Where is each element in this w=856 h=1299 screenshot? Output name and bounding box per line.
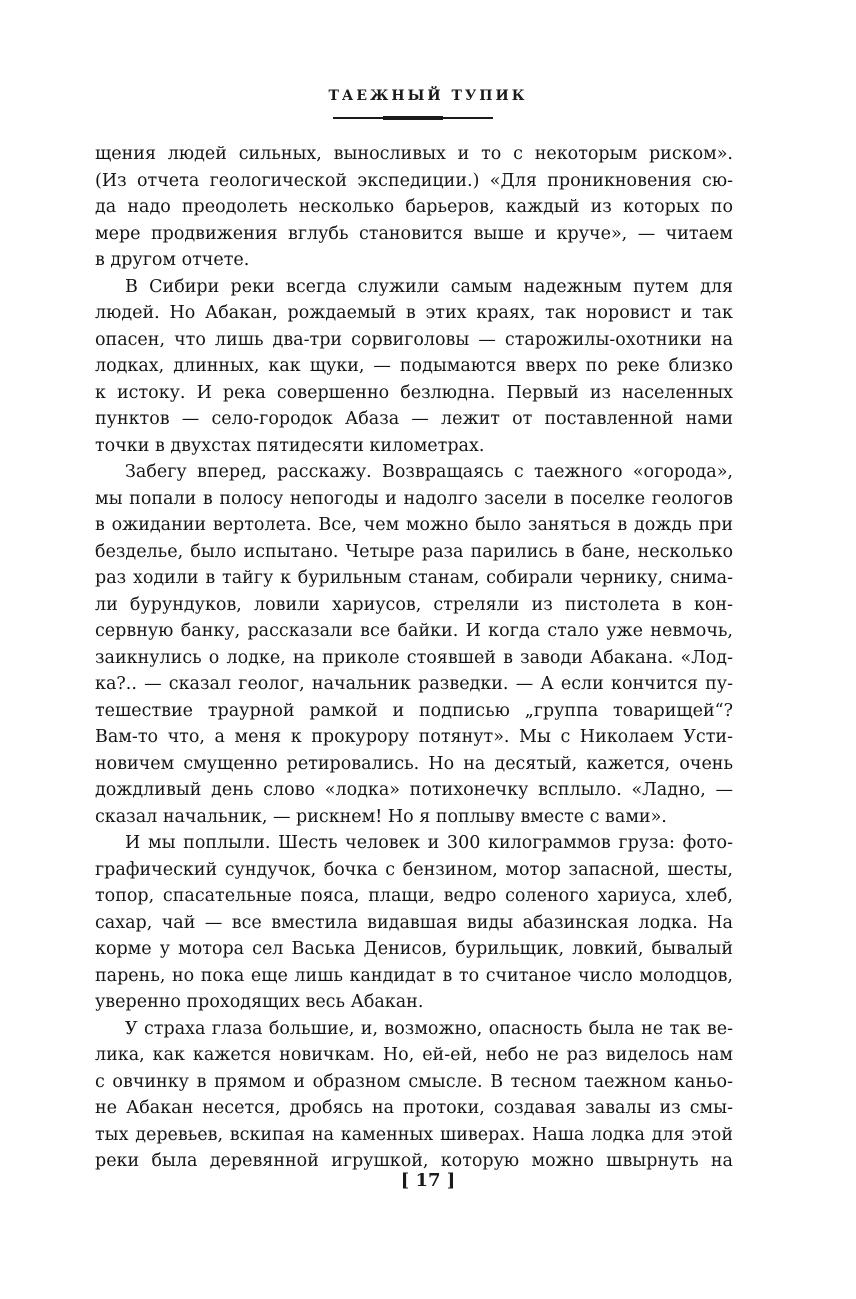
text-line: тых деревьев, вскипая на каменных шиверах. Наша лодка для этой xyxy=(95,1124,733,1145)
text-line: сервную банку, рассказали все байки. И когда стало уже невмочь, xyxy=(95,621,733,641)
text-line: с овчинку в прямом и образном смысле. В тесном таежном каньо- xyxy=(95,1071,733,1092)
text-line: И мы поплыли. Шесть человек и 300 килограммов груза: фото- xyxy=(125,833,733,853)
text-line: пунктов — село-городок Абаза — лежит от поставленной нами xyxy=(95,409,733,429)
text-line: уверенно проходящих весь Абакан. xyxy=(95,992,424,1012)
text-line: Вам-то что, а меня к прокурору потянут». Мы с Николаем Усти- xyxy=(95,727,733,747)
text-line: сказал начальник, — рискнем! Но я поплыву вместе с вами». xyxy=(95,806,667,827)
text-line: да надо преодолеть несколько барьеров, каждый из которых по xyxy=(95,197,733,217)
text-line: людей. Но Абакан, рождаемый в этих краях, так норовист и так xyxy=(95,303,733,323)
text-line: топор, спасательные пояса, плащи, ведро соленого хариуса, хлеб, xyxy=(95,886,733,906)
text-line: безделье, было испытано. Четыре раза парились в бане, несколько xyxy=(95,541,733,562)
text-line: раз ходили в тайгу к бурильным станам, собирали чернику, снима- xyxy=(95,568,733,588)
running-head: ТАЕЖНЫЙ ТУПИК xyxy=(328,88,528,104)
text-line: щения людей сильных, выносливых и то с некоторым риском». xyxy=(95,144,733,164)
header-rule-ornament xyxy=(383,116,443,120)
text-line: лодках, длинных, как щуки, — подымаются вверх по реке близко xyxy=(95,356,733,376)
text-line: В Сибири реки всегда служили самым надежным путем для xyxy=(125,276,733,297)
text-line: ка?.. — сказал геолог, начальник разведки. — А если кончится пу- xyxy=(95,674,733,694)
text-line: лика, как кажется новичкам. Но, ей-ей, небо не раз виделось нам xyxy=(95,1045,733,1065)
body-text xyxy=(95,141,733,1175)
text-line: не Абакан несется, дробясь на протоки, создавая завалы из смы- xyxy=(95,1098,733,1118)
text-line: парень, но пока еще лишь кандидат в то считаное число молодцов, xyxy=(95,965,733,986)
text-line: в другом отчете. xyxy=(95,250,250,270)
text-line: новичем смущенно ретировались. Но на десятый, кажется, очень xyxy=(95,753,733,774)
text-line: реки была деревянной игрушкой, которую можно швырнуть на xyxy=(95,1151,733,1171)
text-line: ли бурундуков, ловили хариусов, стреляли из пистолета в кон- xyxy=(95,594,733,615)
text-line: в ожидании вертолета. Все, чем можно было заняться в дождь при xyxy=(95,515,733,535)
text-line: заикнулись о лодке, на приколе стоявшей в заводи Абакана. «Лод- xyxy=(95,647,733,668)
text-line: корме у мотора сел Васька Денисов, бурильщик, ловкий, бывалый xyxy=(95,939,733,959)
text-line: У страха глаза большие, и, возможно, опасность была не так ве- xyxy=(125,1018,733,1039)
text-line: мере продвижения вглубь становится выше и круче», — читаем xyxy=(95,223,733,244)
text-line: тешествие траурной рамкой и подписью „группа товарищей“? xyxy=(95,700,733,721)
text-line: (Из отчета геологической экспедиции.) «Для проникновения сю- xyxy=(95,170,733,191)
text-line: точки в двухстах пятидесяти километрах. xyxy=(95,435,485,456)
text-line: сахар, чай — все вместила видавшая виды абазинская лодка. На xyxy=(95,912,733,933)
page-number: [ 17 ] xyxy=(400,1170,456,1191)
text-line: мы попали в полосу непогоды и надолго засели в поселке геологов xyxy=(95,488,733,509)
text-line: к истоку. И река совершенно безлюдна. Первый из населенных xyxy=(95,382,733,403)
text-line: опасен, что лишь два-три сорвиголовы — старожилы-охотники на xyxy=(95,329,733,350)
text-line: дождливый день слово «лодка» потихонечку всплыло. «Ладно, — xyxy=(95,780,733,800)
text-line: графический сундучок, бочка с бензином, мотор запасной, шесты, xyxy=(95,859,733,880)
text-line: Забегу вперед, расскажу. Возвращаясь с таежного «огорода», xyxy=(125,462,733,482)
